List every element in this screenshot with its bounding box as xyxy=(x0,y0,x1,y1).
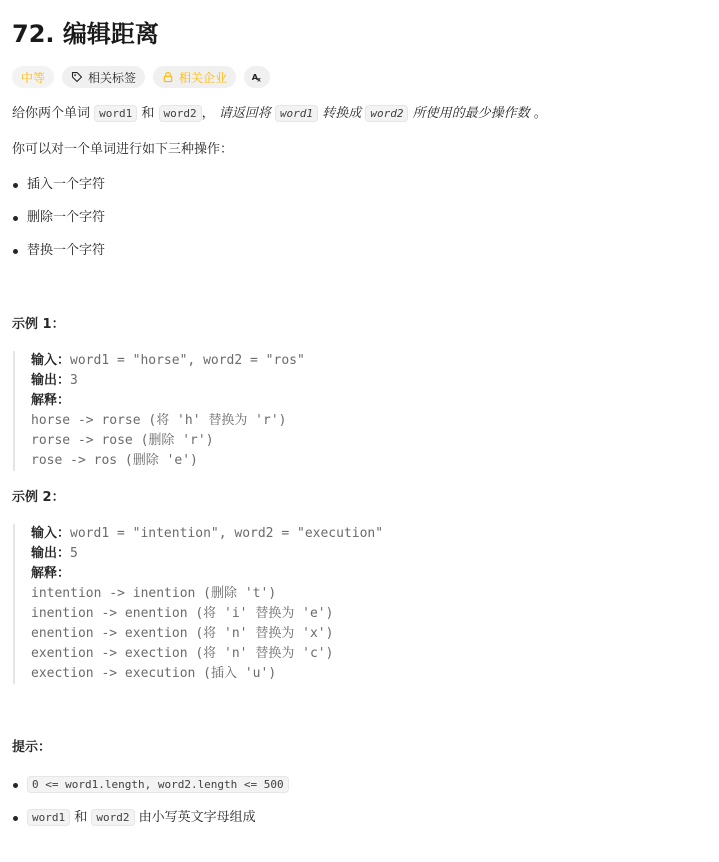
code-word2: word2 xyxy=(91,809,134,826)
operations-intro: 你可以对一个单词进行如下三种操作： xyxy=(12,142,234,157)
translate-button[interactable] xyxy=(244,66,270,88)
list-item: 插入一个字符 xyxy=(12,175,707,195)
difficulty-badge[interactable]: 中等 xyxy=(12,66,54,88)
translate-icon xyxy=(251,71,263,83)
hint-text: 和 xyxy=(70,810,92,825)
code-word2: word2 xyxy=(365,105,408,122)
example-input: word1 = "horse", word2 = "ros" xyxy=(70,353,305,368)
lock-icon xyxy=(162,71,174,83)
topics-tag-button[interactable] xyxy=(62,66,145,88)
desc-text: 和 xyxy=(137,106,159,121)
example-output: 5 xyxy=(70,546,78,561)
desc-emphasis: 转换成 xyxy=(318,106,366,121)
companies-tag-button[interactable] xyxy=(153,66,236,88)
code-word1: word1 xyxy=(275,105,318,122)
explain-label: 解释： xyxy=(31,393,71,408)
explain-label: 解释： xyxy=(31,566,71,581)
explain-step: rorse -> rose (删除 'r') xyxy=(31,433,214,448)
hint-text: 由小写英文字母组成 xyxy=(134,810,256,825)
problem-title: 72. 编辑距离 xyxy=(12,20,159,48)
output-label: 输出： xyxy=(31,546,71,561)
companies-tag-label: 相关企业 xyxy=(179,70,228,85)
explain-step: intention -> inention (删除 't') xyxy=(31,586,277,601)
explain-step: rose -> ros (删除 'e') xyxy=(31,453,198,468)
code-word1: word1 xyxy=(27,809,70,826)
input-label: 输入： xyxy=(31,526,71,541)
tag-icon xyxy=(71,71,83,83)
svg-text:x: x xyxy=(257,76,261,83)
list-item: 删除一个字符 xyxy=(12,208,707,228)
list-item: 替换一个字符 xyxy=(12,241,707,261)
example-input: word1 = "intention", word2 = "execution" xyxy=(70,526,384,541)
explain-step: horse -> rorse (将 'h' 替换为 'r') xyxy=(31,413,287,428)
topics-tag-label: 相关标签 xyxy=(88,70,137,85)
operations-list xyxy=(12,175,707,261)
list-item xyxy=(12,808,707,828)
example-output: 3 xyxy=(70,373,78,388)
hints-list xyxy=(12,775,707,828)
explain-step: exection -> execution (插入 'u') xyxy=(31,666,277,681)
input-label: 输入： xyxy=(31,353,71,368)
svg-text:A: A xyxy=(251,72,259,82)
explain-step: inention -> enention (将 'i' 替换为 'e') xyxy=(31,606,334,621)
tag-row xyxy=(12,66,707,88)
desc-emphasis: 请返回将 xyxy=(218,106,275,121)
example-title: 示例 2： xyxy=(12,490,65,505)
desc-emphasis: 所使用的最少操作数 xyxy=(408,106,530,121)
code-word2: word2 xyxy=(159,105,202,122)
explain-step: enention -> exention (将 'n' 替换为 'x') xyxy=(31,626,334,641)
desc-text: 给你两个单词 xyxy=(12,106,95,121)
hint-code: 0 <= word1.length, word2.length <= 500 xyxy=(27,776,289,793)
hints-title: 提示： xyxy=(12,740,52,755)
explain-step: exention -> exection (将 'n' 替换为 'c') xyxy=(31,646,334,661)
output-label: 输出： xyxy=(31,373,71,388)
description-paragraph xyxy=(12,104,707,124)
desc-text: 。 xyxy=(529,106,547,121)
example-block xyxy=(13,524,707,684)
example-title: 示例 1： xyxy=(12,317,65,332)
desc-text: ， xyxy=(201,106,219,121)
example-block xyxy=(13,351,707,471)
list-item xyxy=(12,775,707,795)
code-word1: word1 xyxy=(94,105,137,122)
